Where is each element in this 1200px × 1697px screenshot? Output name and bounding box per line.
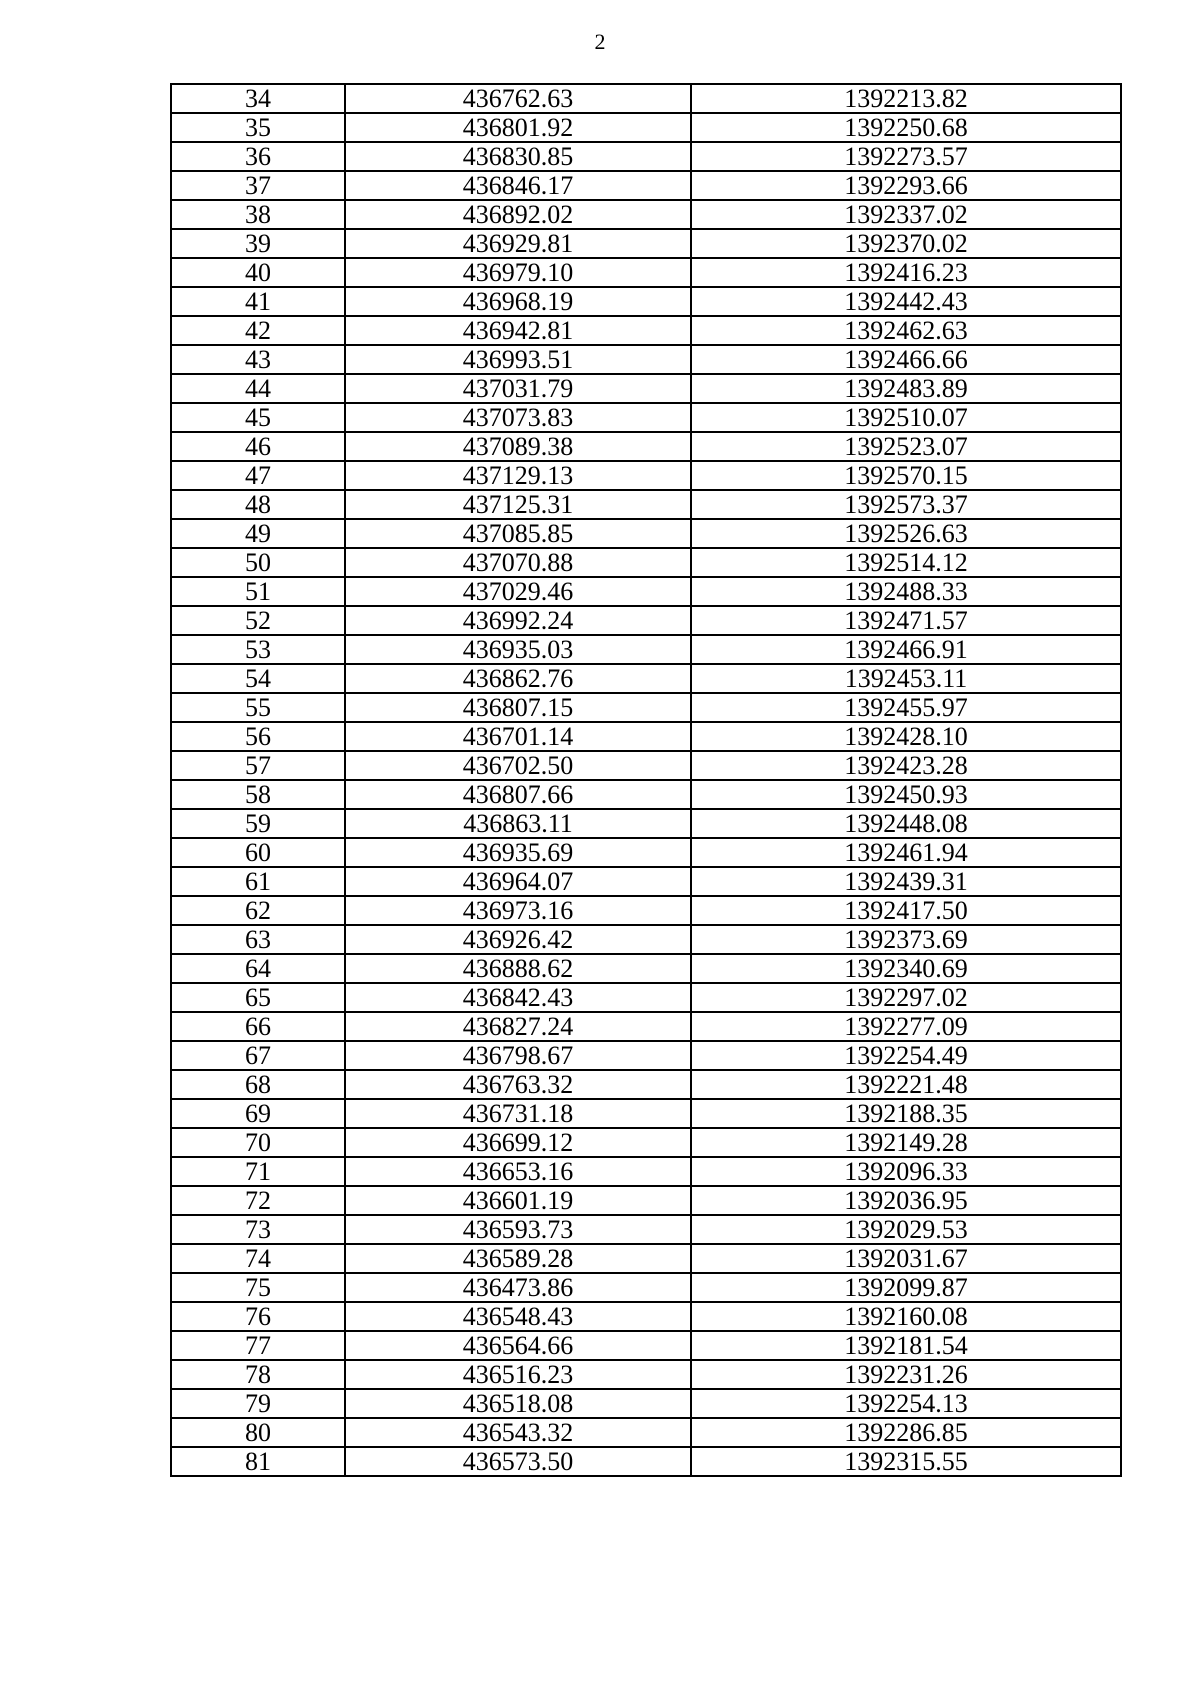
- point-number-cell: 70: [171, 1128, 345, 1157]
- y-coordinate-cell: 1392254.49: [691, 1041, 1121, 1070]
- y-coordinate-cell: 1392337.02: [691, 200, 1121, 229]
- x-coordinate-cell: 436862.76: [345, 664, 691, 693]
- table-row: [171, 925, 1121, 954]
- x-coordinate-cell: 436888.62: [345, 954, 691, 983]
- x-coordinate-cell: 436892.02: [345, 200, 691, 229]
- table-row: [171, 1302, 1121, 1331]
- y-coordinate-cell: 1392373.69: [691, 925, 1121, 954]
- point-number-cell: 56: [171, 722, 345, 751]
- table-row: [171, 1447, 1121, 1476]
- y-coordinate-cell: 1392188.35: [691, 1099, 1121, 1128]
- y-coordinate-cell: 1392453.11: [691, 664, 1121, 693]
- y-coordinate-cell: 1392570.15: [691, 461, 1121, 490]
- y-coordinate-cell: 1392466.66: [691, 345, 1121, 374]
- x-coordinate-cell: 436807.15: [345, 693, 691, 722]
- table-row: [171, 1418, 1121, 1447]
- table-row: [171, 838, 1121, 867]
- table-row: [171, 1331, 1121, 1360]
- y-coordinate-cell: 1392370.02: [691, 229, 1121, 258]
- point-number-cell: 57: [171, 751, 345, 780]
- y-coordinate-cell: 1392514.12: [691, 548, 1121, 577]
- point-number-cell: 61: [171, 867, 345, 896]
- table-row: [171, 1157, 1121, 1186]
- table-row: [171, 1099, 1121, 1128]
- point-number-cell: 36: [171, 142, 345, 171]
- x-coordinate-cell: 436993.51: [345, 345, 691, 374]
- coordinates-table-body: [171, 84, 1121, 1476]
- table-row: [171, 1389, 1121, 1418]
- table-row: [171, 1244, 1121, 1273]
- x-coordinate-cell: 436473.86: [345, 1273, 691, 1302]
- table-row: [171, 229, 1121, 258]
- x-coordinate-cell: 436699.12: [345, 1128, 691, 1157]
- y-coordinate-cell: 1392286.85: [691, 1418, 1121, 1447]
- x-coordinate-cell: 437129.13: [345, 461, 691, 490]
- point-number-cell: 43: [171, 345, 345, 374]
- point-number-cell: 37: [171, 171, 345, 200]
- y-coordinate-cell: 1392254.13: [691, 1389, 1121, 1418]
- y-coordinate-cell: 1392471.57: [691, 606, 1121, 635]
- table-row: [171, 1012, 1121, 1041]
- x-coordinate-cell: 436973.16: [345, 896, 691, 925]
- point-number-cell: 64: [171, 954, 345, 983]
- table-row: [171, 432, 1121, 461]
- table-row: [171, 693, 1121, 722]
- table-row: [171, 287, 1121, 316]
- y-coordinate-cell: 1392483.89: [691, 374, 1121, 403]
- point-number-cell: 38: [171, 200, 345, 229]
- table-row: [171, 403, 1121, 432]
- y-coordinate-cell: 1392488.33: [691, 577, 1121, 606]
- x-coordinate-cell: 436846.17: [345, 171, 691, 200]
- point-number-cell: 79: [171, 1389, 345, 1418]
- point-number-cell: 77: [171, 1331, 345, 1360]
- point-number-cell: 59: [171, 809, 345, 838]
- table-row: [171, 983, 1121, 1012]
- y-coordinate-cell: 1392450.93: [691, 780, 1121, 809]
- x-coordinate-cell: 437089.38: [345, 432, 691, 461]
- table-row: [171, 606, 1121, 635]
- x-coordinate-cell: 436762.63: [345, 84, 691, 113]
- x-coordinate-cell: 437073.83: [345, 403, 691, 432]
- table-row: [171, 1128, 1121, 1157]
- point-number-cell: 81: [171, 1447, 345, 1476]
- table-row: [171, 635, 1121, 664]
- table-row: [171, 84, 1121, 113]
- table-row: [171, 867, 1121, 896]
- x-coordinate-cell: 436543.32: [345, 1418, 691, 1447]
- table-row: [171, 200, 1121, 229]
- x-coordinate-cell: 436935.03: [345, 635, 691, 664]
- x-coordinate-cell: 436929.81: [345, 229, 691, 258]
- point-number-cell: 69: [171, 1099, 345, 1128]
- y-coordinate-cell: 1392455.97: [691, 693, 1121, 722]
- x-coordinate-cell: 436702.50: [345, 751, 691, 780]
- point-number-cell: 67: [171, 1041, 345, 1070]
- point-number-cell: 49: [171, 519, 345, 548]
- point-number-cell: 71: [171, 1157, 345, 1186]
- x-coordinate-cell: 437125.31: [345, 490, 691, 519]
- table-row: [171, 548, 1121, 577]
- point-number-cell: 47: [171, 461, 345, 490]
- coordinates-table: [170, 83, 1122, 1477]
- point-number-cell: 62: [171, 896, 345, 925]
- y-coordinate-cell: 1392181.54: [691, 1331, 1121, 1360]
- y-coordinate-cell: 1392213.82: [691, 84, 1121, 113]
- y-coordinate-cell: 1392096.33: [691, 1157, 1121, 1186]
- x-coordinate-cell: 436926.42: [345, 925, 691, 954]
- table-row: [171, 519, 1121, 548]
- table-row: [171, 171, 1121, 200]
- y-coordinate-cell: 1392523.07: [691, 432, 1121, 461]
- point-number-cell: 74: [171, 1244, 345, 1273]
- point-number-cell: 41: [171, 287, 345, 316]
- x-coordinate-cell: 436942.81: [345, 316, 691, 345]
- x-coordinate-cell: 436516.23: [345, 1360, 691, 1389]
- y-coordinate-cell: 1392416.23: [691, 258, 1121, 287]
- point-number-cell: 76: [171, 1302, 345, 1331]
- y-coordinate-cell: 1392231.26: [691, 1360, 1121, 1389]
- x-coordinate-cell: 436548.43: [345, 1302, 691, 1331]
- point-number-cell: 51: [171, 577, 345, 606]
- table-row: [171, 142, 1121, 171]
- x-coordinate-cell: 436964.07: [345, 867, 691, 896]
- point-number-cell: 58: [171, 780, 345, 809]
- table-row: [171, 722, 1121, 751]
- point-number-cell: 63: [171, 925, 345, 954]
- x-coordinate-cell: 436992.24: [345, 606, 691, 635]
- point-number-cell: 53: [171, 635, 345, 664]
- y-coordinate-cell: 1392417.50: [691, 896, 1121, 925]
- point-number-cell: 52: [171, 606, 345, 635]
- point-number-cell: 48: [171, 490, 345, 519]
- y-coordinate-cell: 1392297.02: [691, 983, 1121, 1012]
- y-coordinate-cell: 1392442.43: [691, 287, 1121, 316]
- x-coordinate-cell: 436589.28: [345, 1244, 691, 1273]
- point-number-cell: 35: [171, 113, 345, 142]
- x-coordinate-cell: 436701.14: [345, 722, 691, 751]
- y-coordinate-cell: 1392439.31: [691, 867, 1121, 896]
- x-coordinate-cell: 436518.08: [345, 1389, 691, 1418]
- x-coordinate-cell: 436863.11: [345, 809, 691, 838]
- x-coordinate-cell: 436601.19: [345, 1186, 691, 1215]
- x-coordinate-cell: 436842.43: [345, 983, 691, 1012]
- x-coordinate-cell: 437085.85: [345, 519, 691, 548]
- table-row: [171, 896, 1121, 925]
- x-coordinate-cell: 437029.46: [345, 577, 691, 606]
- table-row: [171, 374, 1121, 403]
- y-coordinate-cell: 1392221.48: [691, 1070, 1121, 1099]
- point-number-cell: 44: [171, 374, 345, 403]
- point-number-cell: 34: [171, 84, 345, 113]
- point-number-cell: 42: [171, 316, 345, 345]
- x-coordinate-cell: 437031.79: [345, 374, 691, 403]
- y-coordinate-cell: 1392315.55: [691, 1447, 1121, 1476]
- y-coordinate-cell: 1392160.08: [691, 1302, 1121, 1331]
- point-number-cell: 72: [171, 1186, 345, 1215]
- table-row: [171, 461, 1121, 490]
- x-coordinate-cell: 436968.19: [345, 287, 691, 316]
- table-row: [171, 1186, 1121, 1215]
- point-number-cell: 78: [171, 1360, 345, 1389]
- y-coordinate-cell: 1392029.53: [691, 1215, 1121, 1244]
- x-coordinate-cell: 436807.66: [345, 780, 691, 809]
- point-number-cell: 66: [171, 1012, 345, 1041]
- point-number-cell: 50: [171, 548, 345, 577]
- table-row: [171, 664, 1121, 693]
- y-coordinate-cell: 1392273.57: [691, 142, 1121, 171]
- y-coordinate-cell: 1392277.09: [691, 1012, 1121, 1041]
- x-coordinate-cell: 436564.66: [345, 1331, 691, 1360]
- x-coordinate-cell: 436827.24: [345, 1012, 691, 1041]
- y-coordinate-cell: 1392149.28: [691, 1128, 1121, 1157]
- x-coordinate-cell: 436935.69: [345, 838, 691, 867]
- table-row: [171, 1070, 1121, 1099]
- table-row: [171, 780, 1121, 809]
- y-coordinate-cell: 1392099.87: [691, 1273, 1121, 1302]
- y-coordinate-cell: 1392340.69: [691, 954, 1121, 983]
- point-number-cell: 39: [171, 229, 345, 258]
- x-coordinate-cell: 436801.92: [345, 113, 691, 142]
- table-row: [171, 345, 1121, 374]
- y-coordinate-cell: 1392036.95: [691, 1186, 1121, 1215]
- table-row: [171, 1215, 1121, 1244]
- table-row: [171, 809, 1121, 838]
- table-row: [171, 954, 1121, 983]
- point-number-cell: 68: [171, 1070, 345, 1099]
- x-coordinate-cell: 436653.16: [345, 1157, 691, 1186]
- point-number-cell: 75: [171, 1273, 345, 1302]
- x-coordinate-cell: 436573.50: [345, 1447, 691, 1476]
- x-coordinate-cell: 436731.18: [345, 1099, 691, 1128]
- table-row: [171, 258, 1121, 287]
- point-number-cell: 65: [171, 983, 345, 1012]
- table-row: [171, 1360, 1121, 1389]
- point-number-cell: 40: [171, 258, 345, 287]
- point-number-cell: 60: [171, 838, 345, 867]
- y-coordinate-cell: 1392293.66: [691, 171, 1121, 200]
- point-number-cell: 45: [171, 403, 345, 432]
- y-coordinate-cell: 1392526.63: [691, 519, 1121, 548]
- y-coordinate-cell: 1392448.08: [691, 809, 1121, 838]
- table-row: [171, 1273, 1121, 1302]
- x-coordinate-cell: 437070.88: [345, 548, 691, 577]
- y-coordinate-cell: 1392462.63: [691, 316, 1121, 345]
- y-coordinate-cell: 1392250.68: [691, 113, 1121, 142]
- x-coordinate-cell: 436979.10: [345, 258, 691, 287]
- point-number-cell: 80: [171, 1418, 345, 1447]
- table-row: [171, 577, 1121, 606]
- point-number-cell: 46: [171, 432, 345, 461]
- y-coordinate-cell: 1392510.07: [691, 403, 1121, 432]
- point-number-cell: 55: [171, 693, 345, 722]
- x-coordinate-cell: 436830.85: [345, 142, 691, 171]
- x-coordinate-cell: 436763.32: [345, 1070, 691, 1099]
- x-coordinate-cell: 436798.67: [345, 1041, 691, 1070]
- point-number-cell: 73: [171, 1215, 345, 1244]
- y-coordinate-cell: 1392423.28: [691, 751, 1121, 780]
- point-number-cell: 54: [171, 664, 345, 693]
- y-coordinate-cell: 1392031.67: [691, 1244, 1121, 1273]
- y-coordinate-cell: 1392573.37: [691, 490, 1121, 519]
- table-row: [171, 751, 1121, 780]
- y-coordinate-cell: 1392466.91: [691, 635, 1121, 664]
- page-number: 2: [594, 29, 606, 54]
- table-row: [171, 113, 1121, 142]
- x-coordinate-cell: 436593.73: [345, 1215, 691, 1244]
- table-row: [171, 490, 1121, 519]
- y-coordinate-cell: 1392428.10: [691, 722, 1121, 751]
- y-coordinate-cell: 1392461.94: [691, 838, 1121, 867]
- table-row: [171, 1041, 1121, 1070]
- table-row: [171, 316, 1121, 345]
